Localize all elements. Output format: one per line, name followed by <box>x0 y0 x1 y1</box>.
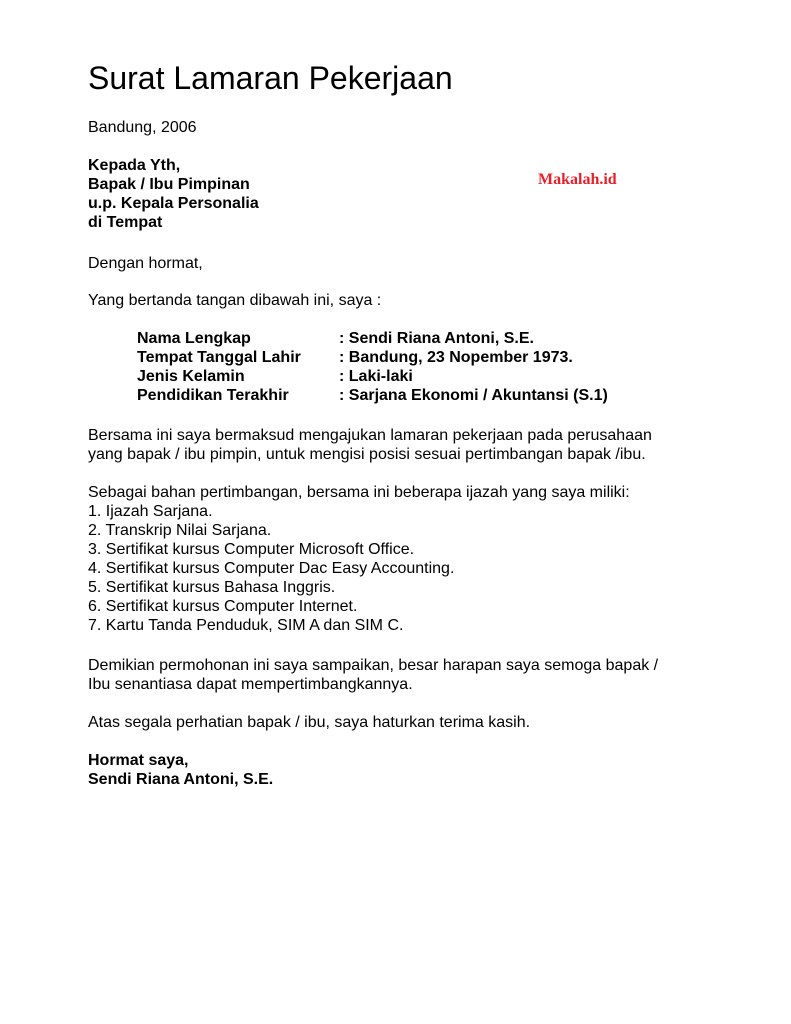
identity-label: Tempat Tanggal Lahir <box>137 349 301 366</box>
identity-label: Jenis Kelamin <box>137 368 245 385</box>
identity-value: : Laki-laki <box>339 368 413 385</box>
identity-label: Pendidikan Terakhir <box>137 387 289 404</box>
place-date: Bandung, 2006 <box>88 119 197 136</box>
identity-label: Nama Lengkap <box>137 330 251 347</box>
attachment-item: 3. Sertifikat kursus Computer Microsoft Office. <box>88 541 415 558</box>
purpose-line: Bersama ini saya bermaksud mengajukan lamaran pekerjaan pada perusahaan <box>88 427 652 444</box>
closing-line: Demikian permohonan ini saya sampaikan, besar harapan saya semoga bapak / <box>88 657 659 674</box>
recipient-line: u.p. Kepala Personalia <box>88 195 259 212</box>
attachment-item: 4. Sertifikat kursus Computer Dac Easy Accounting. <box>88 560 455 577</box>
attachment-item: 6. Sertifikat kursus Computer Internet. <box>88 598 358 615</box>
signoff: Hormat saya, <box>88 752 189 769</box>
closing-line: Ibu senantiasa dapat mempertimbangkannya. <box>88 676 413 693</box>
identity-value: : Bandung, 23 Nopember 1973. <box>339 349 573 366</box>
intro-text: Yang bertanda tangan dibawah ini, saya : <box>88 292 382 309</box>
attachments-intro: Sebagai bahan pertimbangan, bersama ini beberapa ijazah yang saya miliki: <box>88 484 630 501</box>
document-title: Surat Lamaran Pekerjaan <box>88 60 453 96</box>
identity-value: : Sarjana Ekonomi / Akuntansi (S.1) <box>339 387 608 404</box>
attachment-item: 1. Ijazah Sarjana. <box>88 503 213 520</box>
recipient-line: di Tempat <box>88 214 163 231</box>
purpose-line: yang bapak / ibu pimpin, untuk mengisi posisi sesuai pertimbangan bapak /ibu. <box>88 446 646 463</box>
attachment-item: 2. Transkrip Nilai Sarjana. <box>88 522 272 539</box>
identity-value: : Sendi Riana Antoni, S.E. <box>339 330 534 347</box>
attachment-item: 5. Sertifikat kursus Bahasa Inggris. <box>88 579 336 596</box>
greeting: Dengan hormat, <box>88 255 203 272</box>
watermark-text: Makalah.id <box>538 171 617 188</box>
attachment-item: 7. Kartu Tanda Penduduk, SIM A dan SIM C. <box>88 617 404 634</box>
signer-name: Sendi Riana Antoni, S.E. <box>88 771 274 788</box>
recipient-line: Bapak / Ibu Pimpinan <box>88 176 250 193</box>
thanks-text: Atas segala perhatian bapak / ibu, saya haturkan terima kasih. <box>88 714 531 731</box>
recipient-line: Kepada Yth, <box>88 157 181 174</box>
